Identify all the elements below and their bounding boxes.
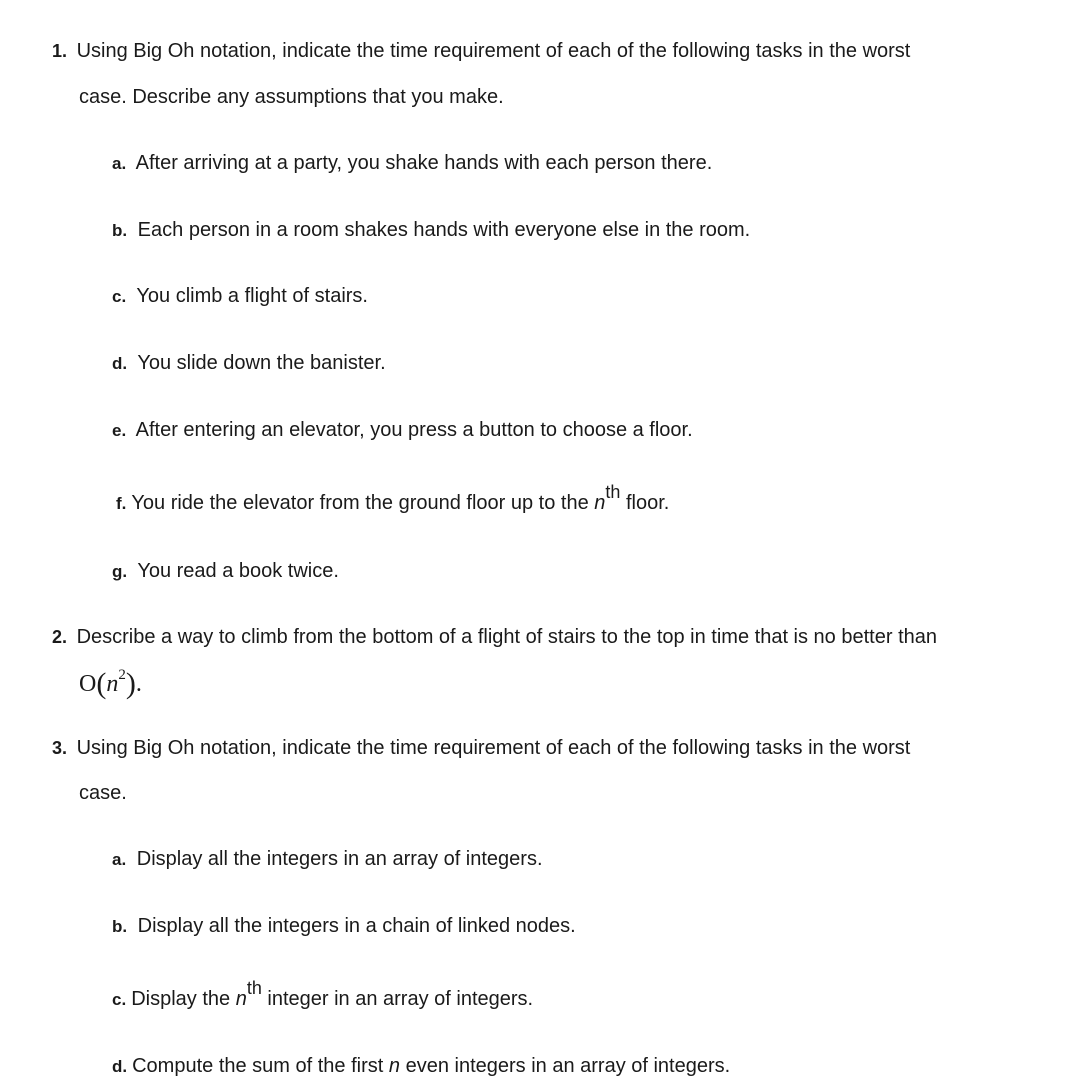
item-letter: b. — [112, 221, 128, 240]
q1-item-c — [112, 284, 368, 309]
q3-line-2 — [79, 781, 127, 805]
q3-text-line-1: Using Big Oh notation, indicate the time requirement of each of the following tasks in the worst — [76, 737, 911, 759]
item-letter: c. — [112, 287, 127, 306]
math-variable-n: n — [106, 671, 119, 697]
math-exponent: 2 — [118, 667, 126, 683]
item-text: You climb a flight of stairs. — [136, 285, 368, 307]
open-paren: ( — [96, 667, 107, 700]
item-letter: g. — [112, 562, 128, 581]
item-letter: d. — [112, 1057, 128, 1076]
q1-line-1 — [52, 39, 910, 63]
q2-number: 2. — [52, 627, 68, 647]
q1-number: 1. — [52, 41, 68, 61]
item-text: Display all the integers in a chain of linked nodes. — [137, 915, 576, 937]
q1-item-a — [112, 151, 712, 176]
superscript-th: th — [605, 482, 621, 503]
close-paren: ) — [125, 667, 136, 700]
q3-item-a — [112, 847, 543, 872]
item-text: After arriving at a party, you shake hands with each person there. — [135, 152, 713, 174]
variable-n: n — [594, 492, 606, 514]
item-text: You read a book twice. — [137, 560, 339, 582]
item-text-before: You ride the elevator from the ground floor up to the — [131, 492, 595, 514]
q1-text-line-2: case. Describe any assumptions that you make. — [79, 86, 504, 108]
q3-item-d — [112, 1054, 730, 1079]
q3-line-1 — [52, 736, 910, 760]
item-letter: a. — [112, 154, 127, 173]
q1-line-2 — [79, 85, 504, 109]
math-period: . — [135, 671, 142, 697]
q1-text-line-1: Using Big Oh notation, indicate the time requirement of each of the following tasks in the worst — [76, 40, 911, 62]
item-text-after: even integers in an array of integers. — [400, 1055, 731, 1077]
item-letter: c. — [112, 990, 127, 1009]
q2-text-line-1: Describe a way to climb from the bottom of a flight of stairs to the top in time that is no better than — [76, 626, 937, 648]
q3-item-b — [112, 914, 576, 939]
item-letter: f. — [116, 494, 127, 513]
q3-item-c — [112, 978, 534, 1012]
item-text-before: Display the — [131, 988, 236, 1010]
q1-item-d — [112, 351, 386, 376]
q1-item-e — [112, 418, 693, 443]
item-letter: b. — [112, 917, 128, 936]
superscript-th: th — [246, 978, 262, 999]
item-letter: e. — [112, 421, 127, 440]
q1-item-f — [116, 482, 670, 516]
item-text-before: Compute the sum of the first — [132, 1055, 389, 1077]
q2-math-expression — [79, 667, 142, 699]
item-text-after: integer in an array of integers. — [261, 988, 534, 1010]
q3-text-line-2: case. — [79, 782, 127, 804]
item-text: After entering an elevator, you press a button to choose a floor. — [135, 419, 693, 441]
item-text: Each person in a room shakes hands with everyone else in the room. — [137, 219, 751, 241]
variable-n: n — [388, 1055, 401, 1077]
item-letter: d. — [112, 354, 128, 373]
item-text: You slide down the banister. — [137, 352, 386, 374]
big-o-symbol: O — [79, 671, 97, 697]
q1-item-g — [112, 559, 339, 584]
q3-number: 3. — [52, 738, 68, 758]
item-text: Display all the integers in an array of integers. — [136, 848, 543, 870]
item-letter: a. — [112, 850, 127, 869]
variable-n: n — [235, 988, 247, 1010]
item-text-after: floor. — [620, 492, 670, 514]
q1-item-b — [112, 218, 750, 243]
q2-line-1 — [52, 625, 937, 649]
